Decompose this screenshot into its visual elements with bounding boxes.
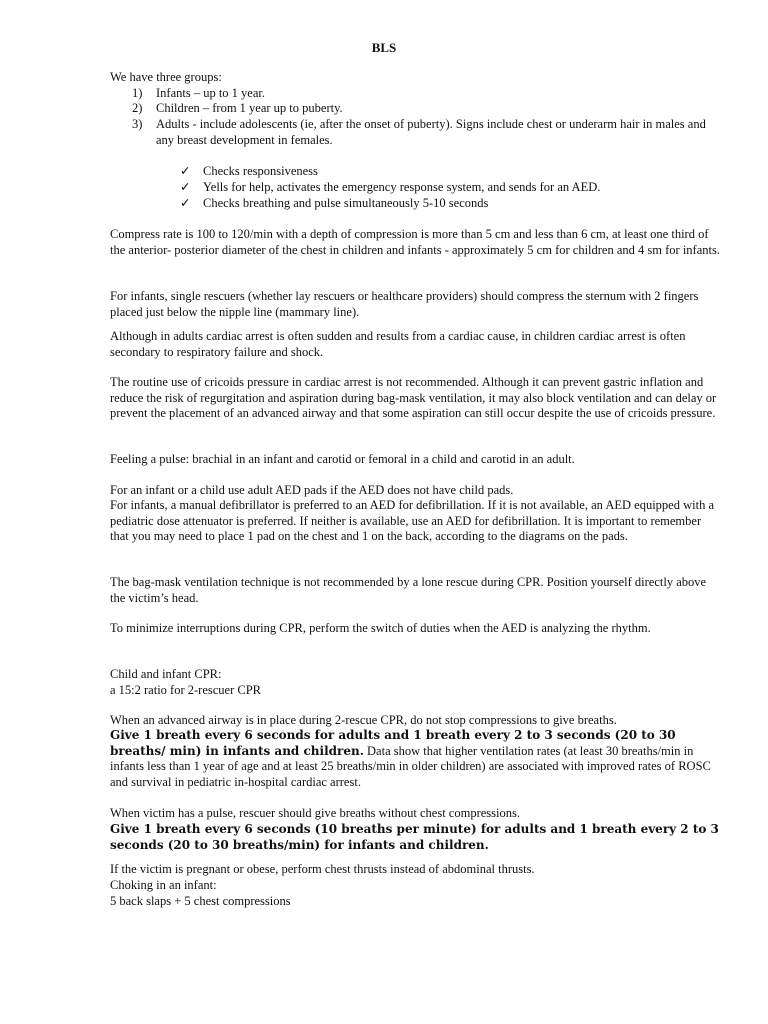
- checkmark-icon: ✓: [180, 164, 191, 178]
- paragraph-compress-rate: Compress rate is 100 to 120/min with a depth of compression is more than 5 cm and less than 6 cm, at least one third of the anterior- posterior diameter of the chest in children and infants - approximately 5 cm for children and 4 sm for infants.: [110, 227, 720, 257]
- check-item-breathing: [180, 196, 700, 212]
- group-number: 1): [132, 86, 143, 100]
- check-text: Checks breathing and pulse simultaneously 5-10 seconds: [203, 196, 489, 210]
- checkmark-icon: ✓: [180, 180, 191, 194]
- choking-heading: Choking in an infant:: [110, 878, 217, 892]
- paragraph-pregnant-obese: If the victim is pregnant or obese, perform chest thrusts instead of abdominal thrusts.: [110, 862, 535, 876]
- paragraph-cardiac-arrest: Although in adults cardiac arrest is often sudden and results from a cardiac cause, in children cardiac arrest is often secondary to respiratory failure and shock.: [110, 329, 686, 359]
- advanced-airway-intro: When an advanced airway is in place during 2-rescue CPR, do not stop compressions to give breaths.: [110, 713, 617, 727]
- paragraph-infant-compression: For infants, single rescuers (whether lay rescuers or healthcare providers) should compress the sternum with 2 fingers placed just below the nipple line (mammary line).: [110, 289, 699, 319]
- group-number: 2): [132, 101, 143, 115]
- group-text: Adults - include adolescents (ie, after the onset of puberty). Signs include chest or underarm hair in males and any breast development in females.: [156, 117, 706, 147]
- advanced-airway-detail: Data show that higher ventilation rates (at least 30 breaths/min in infants less than 1 year of age and at least 25 breaths/min in older children) are associated with improved rates of ROSC and survival in pediatric in-hospital cardiac arrest.: [110, 743, 711, 789]
- paragraph-cricoid-pressure: The routine use of cricoids pressure in cardiac arrest is not recommended. Although it can prevent gastric inflation and reduce the risk of regurgitation and aspiration during bag-mask ventilation, it may also block ventilation and can delay or prevent the placement of an advanced airway and that some aspiration can still occur despite the use of cricoids pressure.: [110, 375, 717, 420]
- victim-pulse-emphasis: Give 1 breath every 6 seconds (10 breaths per minute) for adults and 1 breath every 2 to 3 seconds (20 to 30 breaths/min) for infants and children.: [110, 822, 719, 852]
- choking-procedure: 5 back slaps + 5 chest compressions: [110, 894, 291, 908]
- paragraph-aed-pads: For an infant or a child use adult AED pads if the AED does not have child pads.: [110, 483, 514, 497]
- group-item-infants: [132, 86, 722, 102]
- victim-pulse-intro: When victim has a pulse, rescuer should give breaths without chest compressions.: [110, 806, 520, 820]
- paragraph-bag-mask: The bag-mask ventilation technique is not recommended by a lone rescue during CPR. Position yourself directly above the victim’s head.: [110, 575, 707, 605]
- paragraph-advanced-airway: [110, 728, 722, 790]
- group-item-children: [132, 101, 722, 117]
- page-title: BLS: [371, 40, 397, 55]
- check-item-responsiveness: [180, 164, 700, 180]
- intro-text: We have three groups:: [110, 70, 222, 84]
- group-item-adults: [132, 117, 722, 148]
- check-text: Yells for help, activates the emergency response system, and sends for an AED.: [203, 180, 601, 194]
- check-text: Checks responsiveness: [203, 164, 318, 178]
- cpr-ratio: a 15:2 ratio for 2-rescuer CPR: [110, 683, 262, 697]
- group-text: Children – from 1 year up to puberty.: [156, 101, 343, 115]
- paragraph-aed-defibrillator: For infants, a manual defibrillator is preferred to an AED for defibrillation. If it is not available, an AED equipped with a pediatric dose attenuator is preferred. If neither is available, use an AED for defibrillation. It is important to remember that you may need to place 1 pad on the chest and 1 on the back, according to the diagrams on the pads.: [110, 498, 714, 543]
- checkmark-icon: ✓: [180, 196, 191, 210]
- cpr-heading: Child and infant CPR:: [110, 667, 222, 681]
- paragraph-minimize-interruptions: To minimize interruptions during CPR, perform the switch of duties when the AED is analyzing the rhythm.: [110, 621, 651, 635]
- group-number: 3): [132, 117, 143, 131]
- advanced-airway-emphasis: Give 1 breath every 6 seconds for adults and 1 breath every 2 to 3 seconds (20 to 30 breaths/ min) in infants and children.: [110, 728, 676, 758]
- paragraph-pulse: Feeling a pulse: brachial in an infant and carotid or femoral in a child and carotid in an adult.: [110, 452, 575, 466]
- group-text: Infants – up to 1 year.: [156, 86, 266, 100]
- check-item-help: [180, 180, 700, 196]
